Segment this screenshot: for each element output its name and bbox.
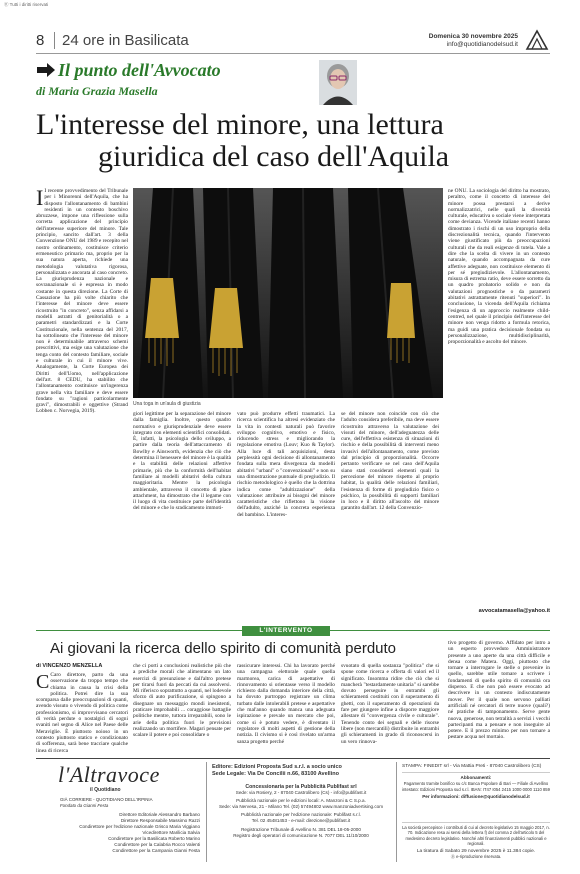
article-text-1: I recente provvedimento del Tribunale per i Minorenni dell'Aquila, che ha disposto l'allontanamento di bambini residenti in un contesto boschivo abruzzese, impone una riflessione sulla corretta applicazione del principio dell'interesse superiore del minore. Tale principio, sancito dall'art. 3 della Convenzione ONU del 1989 e recepito nel nostro ordinamento, costituisce criterio ermeneutico primario ma, proprio per la sua natura aperta, richiede una metodologia valutativa rigorosa, personalizzata e ancorata al caso concreto. La giurisprudenza nazionale e sovranazionale si è espressa in modo costante in questa direzione. La Corte di Cassazione ha più volte chiarito che l'interesse del minore deve essere ricostruito "in concreto", senza affidarsi a modelli astratti di genitorialità o a parametri standardizzati e la Corte Costituzionale, nella sentenza del 2017, ha sottolineato che l'interesse del minore non è determinabile attraverso schemi prescrittivi, ma esige una valutazione che tenga conto del contesto familiare, sociale e culturale in cui il minore vive. Analogamente, la Corte Europea dei Diritti dell'Uomo, nell'applicazione dell'art. 8 CEDU, ha stabilito che l'allontanamento costituisce un'ingerenza grave nella vita familiare e deve essere fondato su "ragioni particolarmente gravi", dimostrabili e oggettive (Strand Lobben c. Norvegia, 2019). xyxy=(36,188,128,415)
registration: Registrazione Tribunale di Avellino N. 381 DEL 18-05-2000 xyxy=(241,827,361,832)
printer-info: STAMPA: FINEDIT srl - Via Mattia Preti - 87040 Castrolibero (CS) xyxy=(402,764,542,769)
subscription-title: Abbonamenti: xyxy=(460,775,492,780)
legal-block xyxy=(402,825,550,859)
national-edition-ads: Pubblicità nazionale per l'edizione nazionale: Publifast s.r.l. xyxy=(241,812,361,817)
footer-divider-1 xyxy=(206,762,207,862)
header-divider xyxy=(54,32,55,49)
article-column-5: ne ONU. La sociologia del diritto ha mostrato, peraltro, come il concetto di interesse del minore possa prestarsi a derive normalizzatrici, nelle quali la diversità culturale, educativa o sociale viene interpretata come devianza. Vicende italiane recenti hanno dimostrato i rischi di un uso improprio della discrezionalità tecnica, quando l'intervento viene giustificato più da preoccupazioni culturali che da reali esigenze di tutela. Vale a dire che la scelta di vivere in un contesto naturale, quando accompagnata da cure affettive adeguate, non costituisce elemento di per sé pregiudizievole. L'allontanamento, misura di estrema ratio, deve essere sorretto da un quadro probatorio solido e non da valutazioni prognostiche o da parametri abitativi astrattamente ritenuti "superiori". In conclusione, la vicenda dell'Aquila richiama l'esigenza di un approccio realmente child-centred, nel quale il principio dell'interesse del minore non venga ridotto a formula retorica, ma guidi una pratica decisionale fondata su personalizzazione, multidisciplinarità, proporzionalità e ascolto del minore. xyxy=(448,188,550,346)
staff-line: Direttore Responsabile Massimo Razzi xyxy=(120,818,200,823)
author-email[interactable]: avvocatamasella@yahoo.it xyxy=(478,608,550,614)
print-run: La tiratura di Sabato 29 novembre 2025 è 11.384 copie. xyxy=(416,848,536,854)
advertising-block xyxy=(212,784,390,839)
rights-notice: Ⓡ e-riproduzione riservata. xyxy=(450,854,502,860)
header-rule xyxy=(36,53,550,54)
print-rule xyxy=(402,772,550,773)
staff-line: Condirettore per la Campania Gianni Festa xyxy=(112,848,200,853)
intervento-text-1: Caro direttore, parto da una osservazione da troppo tempo che chiama in causa la crisi della politica. Potrei dire la sua scomparsa dalle preoccupazioni di quanti, avendo vissuto o vivendo di politica come professionismo, si improvvisano cercatori di verità perdute o nostalgici di sogni svaniti nel segno di Alice nel Paese delle Meraviglie. È piuttosto noioso in un contesto piuttosto statico e condizionato di sofferenza, sarà bene tracciare qualche linea di ricerca xyxy=(36,672,128,752)
intervento-column-1 xyxy=(36,672,128,752)
article-column-3: vato può produrre effetti traumatici. La ricerca scientifica ha altresì evidenziato che la vita in contesti naturali può favorire sviluppo cognitivo, emotivo e fisico, riducendo stress e migliorando la regolazione emotiva (Louv; Kuo & Taylor). Alla luce di tali acquisizioni, desta perplessità ogni decisione di allontanamento fondata sulla mera divergenza da modelli abitativi "urbani" o "convenzionali" e non su una dimostrazione puntuale di pregiudizio. Il rischio metodologico è quello che la dottrina indica come "adultizzazione" della valutazione: attribuire ai bisogni del minore caratteristiche che riflettono la visione dell'adulto, anziché la concreta esperienza del bambino. L'interes- xyxy=(237,411,335,518)
masthead-tagline: GIÀ CORRIERE - QUOTIDIANO DELL'IRPINIA xyxy=(60,797,153,802)
section-title: 24 ore in Basilicata xyxy=(62,32,189,49)
headline-line-1: L'interesse del minore, una lettura xyxy=(36,108,444,141)
staff-line: Vicedirettore Marilicia Salvia xyxy=(142,830,200,835)
staff-line: Condirettore per l'edizione nazionale Grisco Maria Viggiano xyxy=(79,824,200,829)
intervento-column-3: rassicurare interessi. Chi ha lavorato perché una campagna elettorale quale quella marmorea, carica di aspettative di rinnovamento si orientasse verso il modello richiesto dalla domanda interiore della città, ha dovuto purtroppo registrare un clima turbato dalle intolerabili pretese e aspettative che mal'anno quando manca una adeguata ispirazione e prevale un mercato che poi, come si è potuto vedere, è diventato il regolatore di molti aspetti di gestione della notizia. Il civismo si è così rivelato un'arma sanza progetto perché xyxy=(237,663,335,745)
subscription-contact[interactable]: Per informazioni: diffusione@quotidianodelsud.it xyxy=(422,794,530,799)
subscription-block xyxy=(402,775,550,800)
intervento-author: di VINCENZO MENZELLA xyxy=(36,663,103,669)
national-ads: Pubblicità nazionale per le edizioni locali: A. Manzoni & C S.p.a. xyxy=(236,798,366,803)
masthead-logo: l'Altravoce xyxy=(58,762,160,787)
staff-line: Condirettore per la Calabria Rocco Valenti xyxy=(114,842,200,847)
publisher-address: Sede Legale: Via De Concilii n.66, 83100 Avellino xyxy=(212,771,339,777)
intervento-drop-cap: C xyxy=(36,672,50,693)
footer-divider-2 xyxy=(396,762,397,862)
ad-agency: Concessionaria per la Pubblicità Publifast srl xyxy=(245,784,357,790)
intervento-column-5: tivo progetto di governo. Affidato per intro a un esperto provveduto Amministratore presente a uno aperte da una città difficile e densa come Matera. Oggi, piuttosto che tornare a interrogare le stelle o prevenire in quello, sarebbe utile tornare a scrivere i fondamenti di quello spirito di comunità ora disperso. E che non può essere evocato ad descrivere in un contesto indiscutamente mover. Per il quale non servono palliati artificiali né cercatori di terre nuove (quali?) né pratiche di tamponamento. Serve gente nuova, generose, non tetralità a servizi i vecchi partecipanti ma a pensare e non inseguire al potere. E il prezzo minimo per non tornare a pestare acqua nel mortaio. xyxy=(448,640,550,741)
publisher-block xyxy=(212,764,390,778)
article-photo xyxy=(133,188,443,398)
ads-contact: Tel. 02 45481453 - e-mail: direzione@publifast.it xyxy=(251,818,351,823)
footer-rule xyxy=(36,758,550,759)
subscription-text: Pagamento tramite bonifico su c/c Banca Popolare di Bari — Filiale di Avellino intestato: Edizioni Proposta sud s.r.l. IBAN: IT47 I054 2415 1000 0000 1110 859 xyxy=(402,781,550,792)
article-column-4: se del minore non coincide con ciò che l'adulto considera preferibile, ma deve essere ricostruito attraverso la valutazione dei vissuti del minore, dell'adeguatezza delle cure, dell'effettiva esistenza di situazioni di rischio e della possibilità di interventi meno invasivi dell'allontanamento, come previsto dal principio di proporzionalità. Occorre pertanto verificare se nel caso dell'Aquila siano stati considerati elementi quali la percezione del minore rispetto al proprio habitat, la qualità delle relazioni familiari, l'esistenza di forme di pregiudizio fisico o psichico, la possibilità di supporti familiari in loco e il diritto all'ascolto del minore garantito dall'art. 12 della Convenzio- xyxy=(341,411,439,512)
intervento-column-4: svuotato di quella sostanza "politica" che si spone come ricerca e offerta di valori ed il significato. Insomma ridire che ciò che si mancherà "testardamente unitaria" si sarebbe dovuto perseguire in entrambi gli schieramenti costituiti con il superamento di ghetti, con il superamento di operazioni da fare per giungere infine a disporre maggiore allestare di "convergenza civile e culturale". Tenendo conto dei segnali e delle risorse libere (non mercantili) distribuite in entrambi gli schieramenti in grado di riconoscersi in un vero rinnova- xyxy=(341,663,439,745)
newspaper-logo-icon xyxy=(524,28,550,52)
author-photo xyxy=(319,60,357,105)
intervento-headline: Ai giovani la ricerca dello spirito di comunità perduto xyxy=(50,640,397,657)
intervento-column-2: che ci porti a conclusioni realistiche più che a prediche morali che alimentano un lato esercizi di presunzione e dall'altro pretese per tirarsi fuori da peccati da cui assolversi. Mi riferisco soprattutto a quanti, nel lodevole sforzo di auto purificazione, si spingono a disegnare un messaggio mondi inesistenti, praticare improbabili ... coraggiose battaglie politiche mentre, tuttora irreparabili, sono le arie della politica fuori le previsioni realizzando un mortifere. Magari pensate per scalare il potere e poi consolidare o xyxy=(133,663,231,739)
staff-line: Condirettore per la Basilicata Roberto Marino xyxy=(108,836,200,841)
top-notice: Ⓡ Tutti i diritti riservati xyxy=(4,2,49,7)
header-date-block xyxy=(360,33,518,49)
headline-line-2: giuridica del caso dell'Aquila xyxy=(98,140,450,173)
article-column-1 xyxy=(36,188,128,620)
intervento-label: L'INTERVENTO xyxy=(242,626,330,636)
legal-rule xyxy=(402,822,550,823)
operator-register: Registro degli operatori di comunicazione N. 7077 DEL 11/10/2000 xyxy=(233,833,369,838)
arrow-right-icon xyxy=(36,62,56,78)
photo-caption: Una toga in un'aula di giustizia xyxy=(133,401,201,407)
page-number: 8 xyxy=(36,32,45,49)
legal-text: La società percepisce i contributi di cui al decreto legislativo 15 maggio 2017, n. 70. Indicazione resa ai sensi della lettera f) del comma 2 dell'articolo 5 del medesimo decreto legislativo. Nonché altri finanziamenti pubblici nazionali e regionali. xyxy=(402,825,550,847)
staff-list xyxy=(40,812,200,854)
staff-line: Direttore Editoriale Alessandro Barbano xyxy=(119,812,200,817)
masthead-founder: Fondato da Gianni Festa xyxy=(60,803,109,808)
column-kicker: Il punto dell'Avvocato xyxy=(58,60,221,80)
print-block xyxy=(402,764,550,770)
issue-date: Domenica 30 novembre 2025 xyxy=(428,33,518,40)
column-author: di Maria Grazia Masella xyxy=(36,84,158,98)
article-headline xyxy=(36,109,550,173)
article-column-2: giori legittime per la separazione del minore dalla famiglia. Inoltre, questo quadro normativo e giurisprudenziale deve essere integrato con elementi scientifici consolidati. È, infatti, la psicologia dello sviluppo, a partire dalla teoria dell'attaccamento di Bowlby e Ainsworth, evidenzia che ciò che determina il benessere del minore è la qualità e la stabilità delle relazioni affettive primarie, più che la conformità dell'habitat familiare ai modelli abitativi della cultura maggioritaria. Mentre la psicologia ambientale, attraverso il concetto di place attachment, ha dimostrato che il legame con il luogo di vita costituisce parte dell'identità del minore e che lo sradicamento immoti- xyxy=(133,411,231,512)
drop-cap: I xyxy=(36,188,44,210)
masthead-sub: il Quotidiano xyxy=(90,787,121,793)
national-ads-address: Sede: via Nervesa, 21 - Milano Tel. (02) 57494802 www.manzoniadvertising.com xyxy=(218,804,384,809)
header-email[interactable]: info@quotidianodelsud.it xyxy=(446,41,518,48)
publisher-name: Editore: Edizioni Proposta Sud s.r.l. a socio unico xyxy=(212,764,342,770)
ad-agency-address: Sede: via Rosiery, 2 - 87040 Castrolibero (Cs) - info@publifast.it xyxy=(235,790,367,795)
